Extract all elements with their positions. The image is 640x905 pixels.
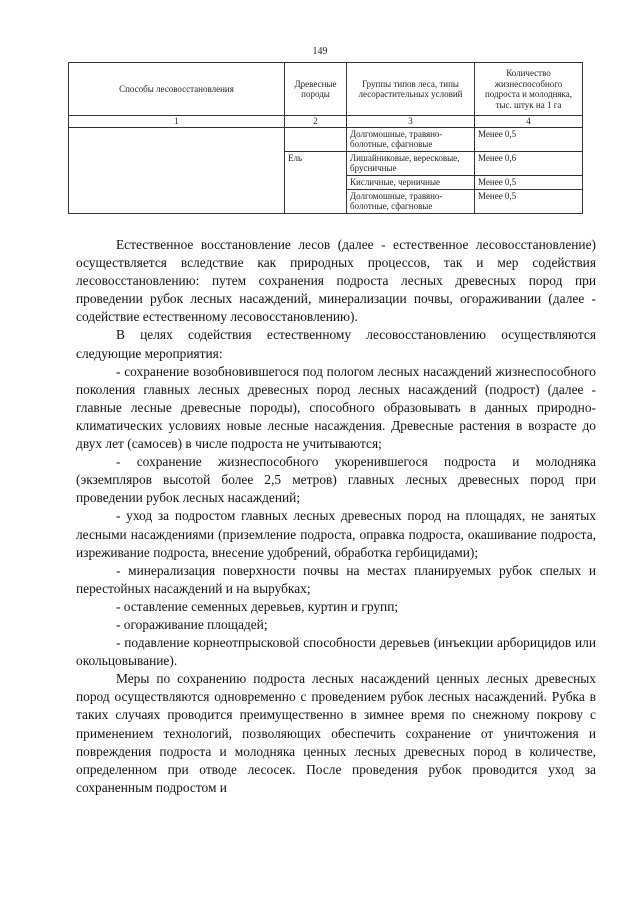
methods-cell [69,127,285,213]
list-item: - уход за подростом главных лесных древесных пород на площадях, не занятых лесными насаждениями (приземление подроста, оправка подроста, окашивание подроста, изреживание подроста, внесение удобрений, обработка гербицидами); [76,508,596,560]
paragraph-undergrowth-preservation: Меры по сохранению подроста лесных насаждений ценных лесных древесных пород осуществляются одновременно с проведением рубок лесных насаждений. Рубка в таких случаях проводится преимущественно в зимнее время по снежному покрову с применением технологий, позволяющих обеспечить сохранение от уничтожения и повреждения подроста и молодняка ценных лесных древесных пород в количестве, определенном при отводе лесосек. После проведения рубок проводится уход за сохраненным подростом и [76,671,596,795]
column-number: 1 [69,116,285,128]
forest-group-cell: Долгомошные, травяно-болотные, сфагновые [347,189,475,213]
forest-group-cell: Кисличные, черничные [347,175,475,189]
page-number: 149 [312,46,328,57]
list-item: - оставление семенных деревьев, куртин и групп; [116,598,399,614]
list-item: - подавление корнеотпрысковой способности деревьев (инъекции арборицидов или окольцовывание). [76,635,596,669]
header-methods: Способы лесовосстановления [69,63,285,116]
list-item: - сохранение возобновившегося под пологом лесных насаждений жизнеспособного поколения главных лесных древесных пород лесных насаждений (подрост) (далее - главные лесные древесные породы), способного образовывать в данных природно-климатических условиях новые лесные насаждения. Древесные растения в возрасте до двух лет (самосев) в числе подроста не учитываются; [76,363,596,452]
header-forest-groups: Группы типов леса, типы лесорастительных условий [347,63,475,116]
species-cell-empty [285,127,347,151]
reforestation-table [68,62,583,214]
species-cell: Ель [285,151,347,213]
count-cell: Менее 0,5 [475,189,583,213]
table-header-row [69,63,583,116]
column-number: 3 [347,116,475,128]
list-item: - огораживание площадей; [116,616,268,632]
forest-group-cell: Лишайниковые, вересковые, брусничные [347,151,475,175]
header-seedling-count: Количество жизнеспособного подроста и молодняка, тыс. штук на 1 га [475,63,583,116]
column-number: 4 [475,116,583,128]
list-item: - сохранение жизнеспособного укоренившегося подроста и молодняка (экземпляров высотой более 2,5 метров) главных лесных древесных пород при проведении рубок лесных насаждений; [76,454,596,506]
count-cell: Менее 0,5 [475,175,583,189]
column-number-row [69,116,583,128]
count-cell: Менее 0,5 [475,127,583,151]
forest-group-cell: Долгомошные, травяно-болотные, сфагновые [347,127,475,151]
column-number: 2 [285,116,347,128]
paragraph-measures-intro: В целях содействия естественному лесовосстановлению осуществляются следующие мероприятия: [76,327,596,361]
paragraph-natural-reforestation: Естественное восстановление лесов (далее - естественное лесовосстановление) осуществляется вследствие как природных процессов, так и мер содействия лесовосстановлению: путем сохранения подроста лесных древесных пород при проведении рубок лесных насаждений, минерализации почвы, огораживании (далее - содействие естественному лесовосстановлению). [76,237,596,325]
count-cell: Менее 0,6 [475,151,583,175]
body-text [76,236,596,797]
table-row [69,127,583,151]
header-species: Древесные породы [285,63,347,116]
list-item: - минерализация поверхности почвы на местах планируемых рубок спелых и перестойных насаждений и на вырубках; [76,562,596,596]
